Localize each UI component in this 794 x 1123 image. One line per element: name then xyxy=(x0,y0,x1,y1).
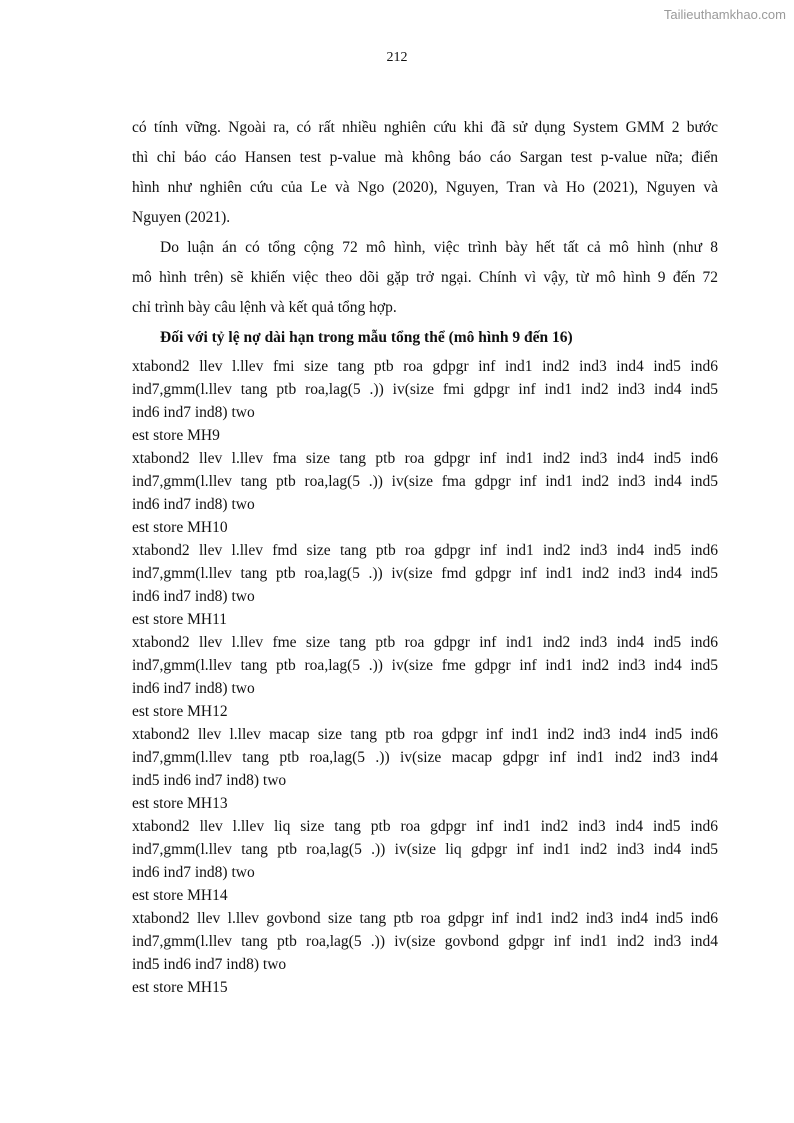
code-line: xtabond2 llev l.llev macap size tang ptb roa gdpgr inf ind1 ind2 ind3 ind4 ind5 ind6 xyxy=(132,726,718,743)
code-block-mh10 xyxy=(132,447,718,539)
page-number: 212 xyxy=(386,50,408,65)
text-line: hình như nghiên cứu của Le và Ngo (2020), Nguyen, Tran và Ho (2021), Nguyen và xyxy=(132,179,718,196)
code-block-mh9 xyxy=(132,355,718,447)
code-block-mh12 xyxy=(132,631,718,723)
code-line: ind7,gmm(l.llev tang ptb roa,lag(5 .)) iv(size fma gdpgr inf ind1 ind2 ind3 ind4 ind5 xyxy=(132,473,718,490)
code-line: ind7,gmm(l.llev tang ptb roa,lag(5 .)) iv(size fmi gdpgr inf ind1 ind2 ind3 ind4 ind5 xyxy=(132,381,718,398)
store-line: est store MH11 xyxy=(132,611,227,628)
text-line: thì chỉ báo cáo Hansen test p-value mà không báo cáo Sargan test p-value nữa; điển xyxy=(132,149,718,166)
store-line: est store MH9 xyxy=(132,427,220,444)
code-line: ind6 ind7 ind8) two xyxy=(132,864,255,881)
store-line: est store MH13 xyxy=(132,795,228,812)
code-line: ind5 ind6 ind7 ind8) two xyxy=(132,956,287,973)
stata-code xyxy=(132,355,718,999)
code-line: xtabond2 llev l.llev fme size tang ptb roa gdpgr inf ind1 ind2 ind3 ind4 ind5 ind6 xyxy=(132,634,718,651)
code-block-mh14 xyxy=(132,815,718,907)
code-line: ind6 ind7 ind8) two xyxy=(132,588,255,605)
code-line: ind7,gmm(l.llev tang ptb roa,lag(5 .)) iv(size macap gdpgr inf ind1 ind2 ind3 ind4 xyxy=(132,749,718,766)
code-line: xtabond2 llev l.llev fma size tang ptb roa gdpgr inf ind1 ind2 ind3 ind4 ind5 ind6 xyxy=(132,450,718,467)
text-line: có tính vững. Ngoài ra, có rất nhiều nghiên cứu khi đã sử dụng System GMM 2 bước xyxy=(132,119,718,136)
code-line: ind7,gmm(l.llev tang ptb roa,lag(5 .)) iv(size govbond gdpgr inf ind1 ind2 ind3 ind4 xyxy=(132,933,718,950)
code-line: ind6 ind7 ind8) two xyxy=(132,680,255,697)
code-block-mh13 xyxy=(132,723,718,815)
paragraph-2 xyxy=(132,233,718,323)
code-line: ind6 ind7 ind8) two xyxy=(132,496,255,513)
paragraph-1 xyxy=(132,113,718,233)
code-line: xtabond2 llev l.llev liq size tang ptb roa gdpgr inf ind1 ind2 ind3 ind4 ind5 ind6 xyxy=(132,818,718,835)
code-line: ind6 ind7 ind8) two xyxy=(132,404,255,421)
code-block-mh15 xyxy=(132,907,718,999)
store-line: est store MH15 xyxy=(132,979,228,996)
code-line: xtabond2 llev l.llev fmi size tang ptb roa gdpgr inf ind1 ind2 ind3 ind4 ind5 ind6 xyxy=(132,358,718,375)
text-line: Nguyen (2021). xyxy=(132,209,231,226)
code-line: ind7,gmm(l.llev tang ptb roa,lag(5 .)) iv(size liq gdpgr inf ind1 ind2 ind3 ind4 ind5 xyxy=(132,841,718,858)
store-line: est store MH12 xyxy=(132,703,228,720)
document-body xyxy=(132,113,718,999)
code-line: ind7,gmm(l.llev tang ptb roa,lag(5 .)) iv(size fmd gdpgr inf ind1 ind2 ind3 ind4 ind5 xyxy=(132,565,718,582)
code-line: xtabond2 llev l.llev fmd size tang ptb roa gdpgr inf ind1 ind2 ind3 ind4 ind5 ind6 xyxy=(132,542,718,559)
store-line: est store MH14 xyxy=(132,887,228,904)
section-heading: Đối với tỷ lệ nợ dài hạn trong mẫu tổng thể (mô hình 9 đến 16) xyxy=(160,329,573,346)
text-line: Do luận án có tổng cộng 72 mô hình, việc trình bày hết tất cả mô hình (như 8 xyxy=(160,239,718,256)
code-block-mh11 xyxy=(132,539,718,631)
code-line: ind7,gmm(l.llev tang ptb roa,lag(5 .)) iv(size fme gdpgr inf ind1 ind2 ind3 ind4 ind5 xyxy=(132,657,718,674)
code-line: xtabond2 llev l.llev govbond size tang ptb roa gdpgr inf ind1 ind2 ind3 ind4 ind5 ind6 xyxy=(132,910,718,927)
text-line: chỉ trình bày câu lệnh và kết quả tổng hợp. xyxy=(132,299,397,316)
watermark: Tailieuthamkhao.com xyxy=(663,7,786,22)
store-line: est store MH10 xyxy=(132,519,228,536)
text-line: mô hình trên) sẽ khiến việc theo dõi gặp trở ngại. Chính vì vậy, từ mô hình 9 đến 72 xyxy=(132,269,718,286)
code-line: ind5 ind6 ind7 ind8) two xyxy=(132,772,287,789)
